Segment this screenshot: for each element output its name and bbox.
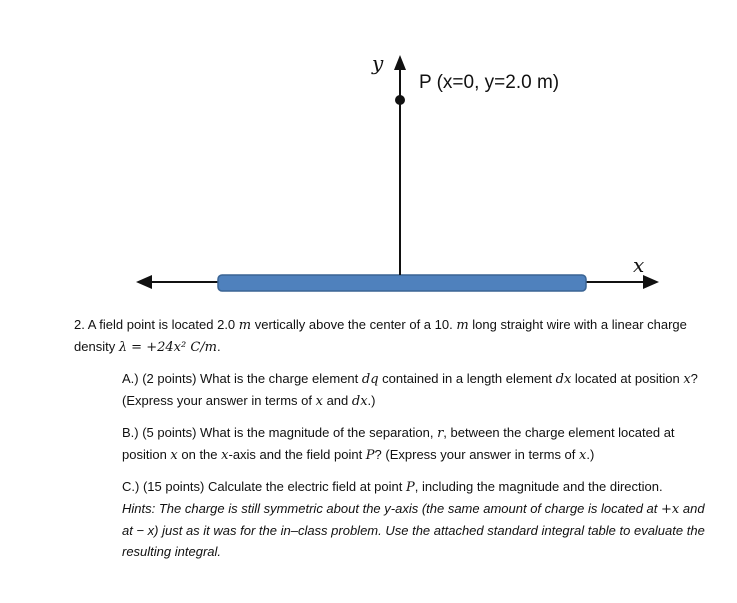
part-b-text: ? (Express your answer in terms of: [374, 447, 580, 462]
part-a-math: x: [315, 394, 323, 409]
part-a-text: .): [367, 393, 376, 408]
field-point-dot: [395, 95, 405, 105]
part-a-math: dx: [555, 372, 572, 387]
wire-diagram: [0, 0, 737, 300]
part-c-hint-math: +x: [661, 502, 680, 517]
y-axis-arrow: [394, 55, 406, 70]
part-b-text: B.) (5 points) What is the magnitude of the separation,: [122, 425, 438, 440]
part-c-hint: Hints: The charge is still symmetric about the y-axis (the same amount of charge is located at: [122, 501, 662, 516]
part-c: [122, 476, 712, 562]
charge-density-formula: λ = +24x² C/m: [118, 340, 217, 355]
part-b-math: x: [170, 448, 178, 463]
part-b-text: -axis and the field point: [228, 447, 366, 462]
part-b-text: .): [586, 447, 595, 462]
part-a: [122, 368, 712, 412]
part-b-text: , between the charge element located at position: [122, 425, 675, 462]
part-a-text: contained in a length element: [378, 371, 556, 386]
part-b-math: P: [365, 448, 375, 463]
problem-text: long straight wire with a linear charge density: [74, 317, 687, 354]
part-a-text: located at position: [571, 371, 684, 386]
point-p-label: P (x=0, y=2.0 m): [419, 72, 560, 93]
part-b-math: x: [221, 448, 229, 463]
part-c-math: P: [405, 480, 415, 495]
x-axis-label: x: [633, 253, 645, 277]
part-c-text: C.) (15 points) Calculate the electric field at point: [122, 479, 406, 494]
part-a-math: x: [683, 372, 691, 387]
part-a-text: A.) (2 points) What is the charge element: [122, 371, 362, 386]
x-axis-right-arrow: [643, 275, 659, 289]
charged-wire: [218, 275, 586, 291]
problem-math: m: [456, 318, 469, 333]
part-b-math: x: [579, 448, 587, 463]
part-a-math: dq: [361, 372, 379, 387]
part-b: [122, 422, 712, 466]
part-c-text: , including the magnitude and the direction.: [414, 479, 663, 494]
part-b-text: on the: [177, 447, 222, 462]
problem-statement: [74, 314, 704, 358]
problem-math: m: [238, 318, 252, 333]
part-a-text: and: [322, 393, 352, 408]
problem-text: .: [216, 339, 221, 354]
part-c-hint: and at − x) just as it was for the in–class problem. Use the attached standard integral table to evaluate the resulting integral.: [122, 501, 705, 559]
part-a-math: dx: [351, 394, 368, 409]
y-axis-label: y: [372, 51, 384, 75]
problem-text: 2. A field point is located 2.0: [74, 317, 239, 332]
x-axis-left-arrow: [136, 275, 152, 289]
problem-text: vertically above the center of a 10.: [251, 317, 457, 332]
part-a-text: ? (Express your answer in terms of: [122, 371, 698, 408]
part-b-math: r: [437, 426, 444, 441]
